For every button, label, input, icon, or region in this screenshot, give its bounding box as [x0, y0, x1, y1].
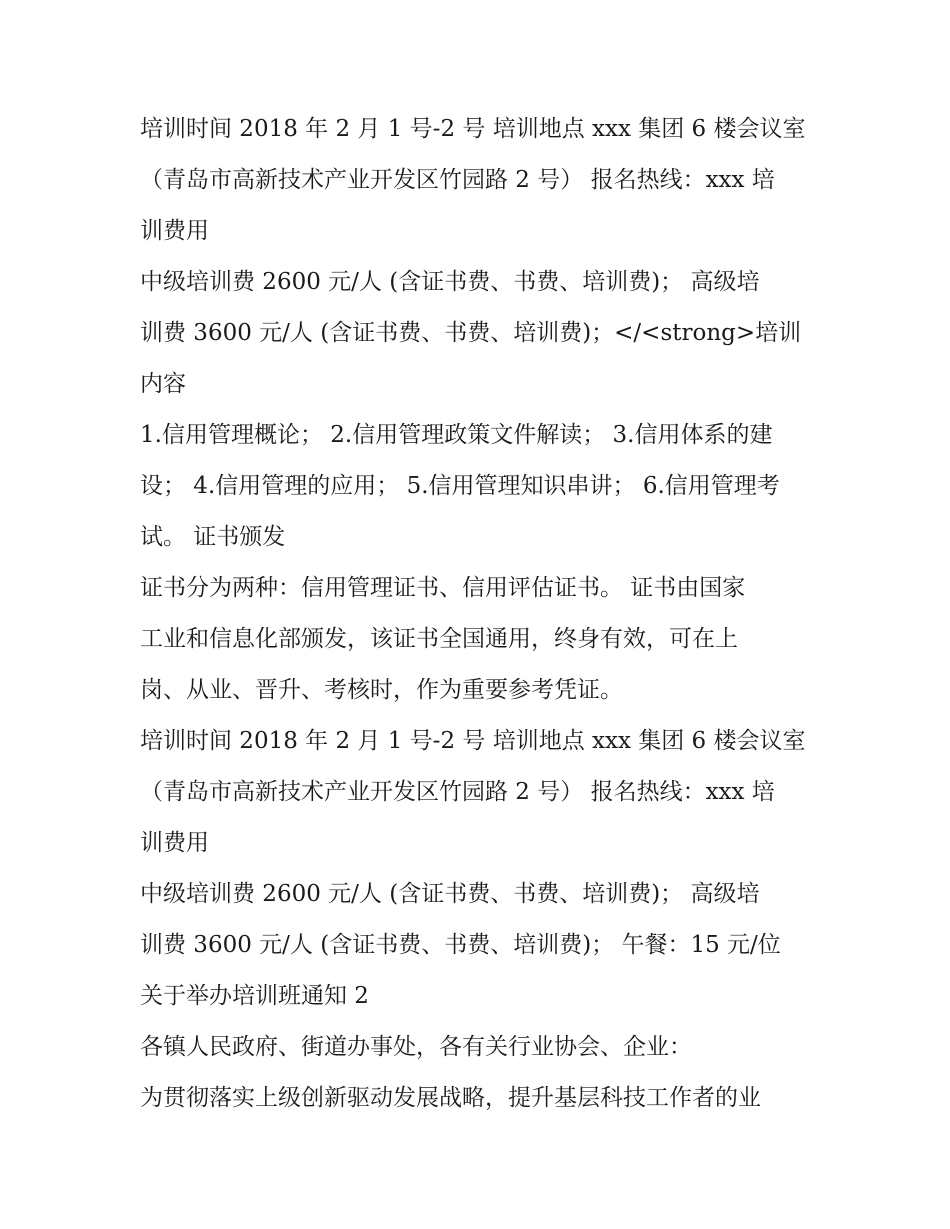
text-line: 关于举办培训班通知 2	[140, 983, 369, 1009]
document-body	[140, 104, 820, 1124]
text-line: 培训时间 2018 年 2 月 1 号-2 号 培训地点 xxx 集团 6 楼会议室	[140, 728, 806, 754]
text-line: 训费用	[140, 830, 209, 856]
text-line: 工业和信息化部颁发，该证书全国通用，终身有效，可在上	[140, 626, 738, 652]
text-line: （青岛市高新技术产业开发区竹园路 2 号） 报名热线：xxx 培	[140, 167, 775, 193]
text-line: 为贯彻落实上级创新驱动发展战略，提升基层科技工作者的业	[140, 1085, 761, 1111]
text-line: 内容	[140, 371, 186, 397]
text-line: 训费 3600 元/人 (含证书费、书费、培训费)； 午餐：15 元/位	[140, 932, 781, 958]
text-line: 证书分为两种：信用管理证书、信用评估证书。 证书由国家	[140, 575, 746, 601]
text-line: 岗、从业、晋升、考核时，作为重要参考凭证。	[140, 677, 623, 703]
text-line: 1.信用管理概论； 2.信用管理政策文件解读； 3.信用体系的建	[140, 422, 773, 448]
text-line: 中级培训费 2600 元/人 (含证书费、书费、培训费)； 高级培	[140, 881, 760, 907]
text-line: 试。 证书颁发	[140, 524, 286, 550]
text-line: 培训时间 2018 年 2 月 1 号-2 号 培训地点 xxx 集团 6 楼会议室	[140, 116, 806, 142]
text-line: 训费 3600 元/人 (含证书费、书费、培训费)；</<strong>培训	[140, 320, 802, 346]
text-line: 中级培训费 2600 元/人 (含证书费、书费、培训费)； 高级培	[140, 269, 760, 295]
text-line: （青岛市高新技术产业开发区竹园路 2 号） 报名热线：xxx 培	[140, 779, 775, 805]
text-line: 训费用	[140, 218, 209, 244]
text-line: 各镇人民政府、街道办事处，各有关行业协会、企业：	[140, 1034, 692, 1060]
text-line: 设； 4.信用管理的应用； 5.信用管理知识串讲； 6.信用管理考	[140, 473, 780, 499]
